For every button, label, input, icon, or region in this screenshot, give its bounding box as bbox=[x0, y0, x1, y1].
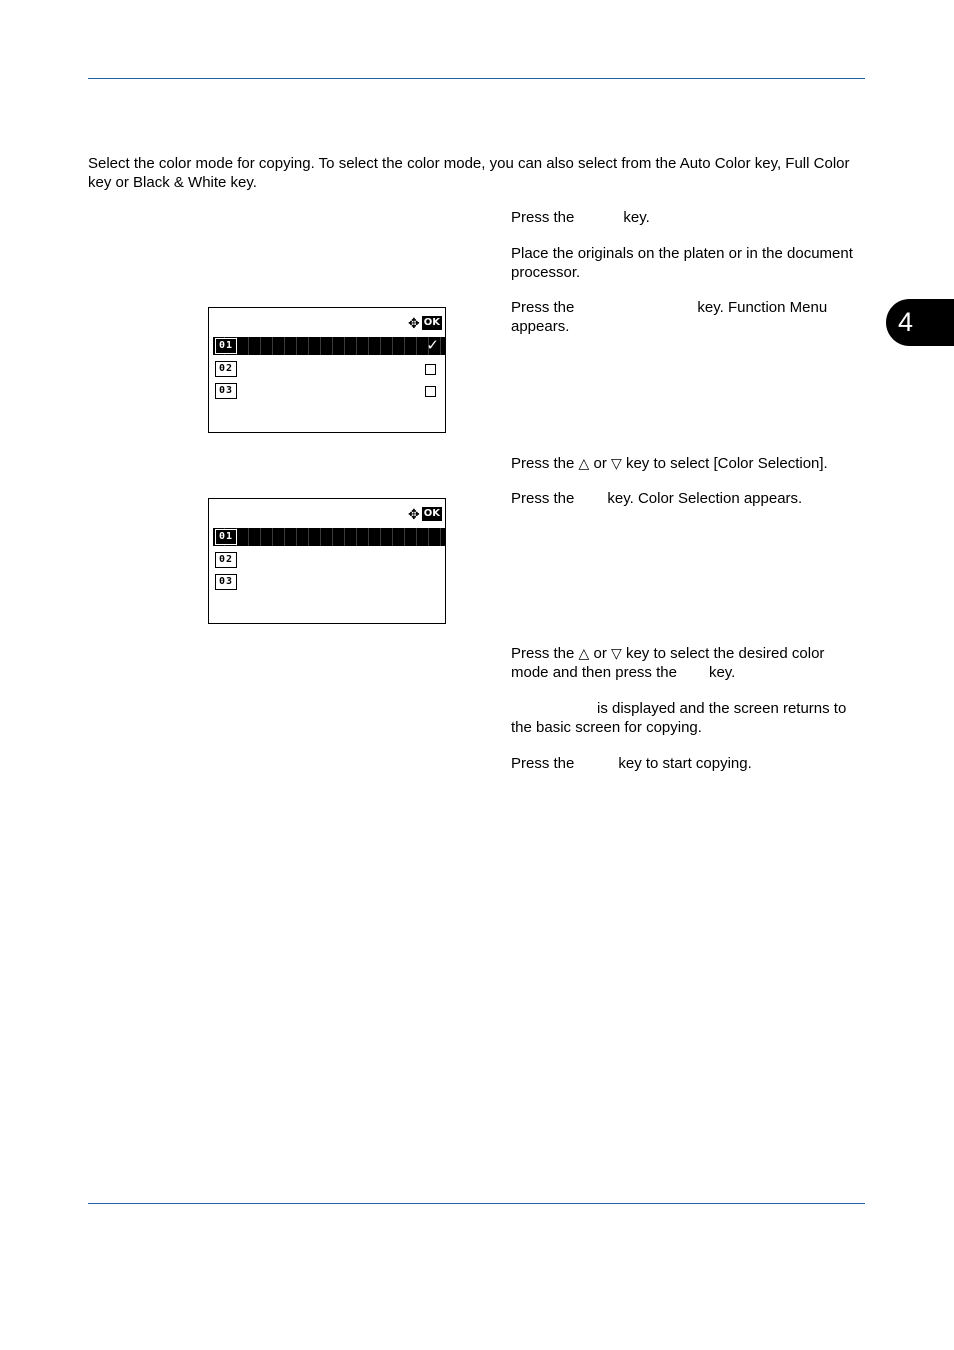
lcd-row[interactable] bbox=[213, 551, 445, 569]
down-arrow-icon: ▽ bbox=[611, 645, 622, 661]
step-4-pre: Press the bbox=[511, 455, 575, 472]
row-number: 03 bbox=[215, 574, 237, 590]
row-number: 01 bbox=[215, 338, 237, 354]
down-arrow-icon: ▽ bbox=[611, 455, 622, 471]
four-way-arrow-icon: ✥ bbox=[408, 506, 420, 522]
checkbox-icon bbox=[425, 364, 436, 375]
step-8-pre: Press the bbox=[511, 755, 575, 772]
ok-key-icon: OK bbox=[423, 317, 440, 328]
lcd-row-selected[interactable] bbox=[213, 528, 445, 546]
lcd-function-menu bbox=[208, 307, 446, 433]
intro-paragraph: Select the color mode for copying. To select the color mode, you can also select from the Auto Color key, Full Color key or Black & White key. bbox=[88, 155, 850, 191]
step-1-post: key. bbox=[623, 209, 650, 226]
step-6-mid: key to select the desired color mode and then press the bbox=[511, 645, 825, 681]
up-arrow-icon: △ bbox=[578, 455, 590, 471]
step-8-post: key to start copying. bbox=[618, 755, 752, 772]
chapter-number: 4 bbox=[898, 307, 914, 337]
lcd-color-selection bbox=[208, 498, 446, 624]
lcd-row[interactable] bbox=[213, 573, 445, 591]
lcd-row[interactable] bbox=[213, 382, 445, 400]
step-4-or: or bbox=[593, 455, 607, 472]
check-icon: ✓ bbox=[426, 337, 439, 354]
step-6-pre: Press the bbox=[511, 645, 575, 662]
chapter-tab bbox=[886, 299, 954, 346]
step-1-pre: Press the bbox=[511, 209, 575, 226]
step-8 bbox=[511, 754, 866, 773]
step-2: Place the originals on the platen or in the document processor. bbox=[511, 245, 853, 281]
ok-key-icon: OK bbox=[423, 508, 440, 519]
step-5-pre: Press the bbox=[511, 490, 575, 507]
step-3-post: key. Function Menu appears. bbox=[511, 299, 828, 335]
step-1 bbox=[511, 208, 866, 227]
footer-rule bbox=[88, 1203, 865, 1204]
step-6 bbox=[511, 644, 866, 682]
step-7-text: is displayed and the screen returns to the basic screen for copying. bbox=[511, 700, 847, 736]
row-number: 01 bbox=[215, 529, 237, 545]
four-way-arrow-icon: ✥ bbox=[408, 315, 420, 331]
lcd-row[interactable] bbox=[213, 360, 445, 378]
checkbox-icon bbox=[425, 386, 436, 397]
up-arrow-icon: △ bbox=[578, 645, 590, 661]
step-3 bbox=[511, 298, 866, 336]
header-rule bbox=[88, 78, 865, 79]
step-5 bbox=[511, 489, 866, 508]
step-4 bbox=[511, 454, 866, 473]
lcd-nav-indicator bbox=[408, 507, 442, 521]
row-number: 03 bbox=[215, 383, 237, 399]
row-number: 02 bbox=[215, 552, 237, 568]
step-6-or: or bbox=[593, 645, 607, 662]
step-3-pre: Press the bbox=[511, 299, 575, 316]
step-6-post: key. bbox=[708, 664, 736, 681]
row-number: 02 bbox=[215, 361, 237, 377]
step-4-post: key to select [Color Selection]. bbox=[625, 455, 828, 472]
lcd-nav-indicator bbox=[408, 316, 442, 330]
step-7 bbox=[511, 699, 866, 737]
lcd-row-selected[interactable] bbox=[213, 337, 445, 355]
step-5-post: key. Color Selection appears. bbox=[607, 490, 803, 507]
